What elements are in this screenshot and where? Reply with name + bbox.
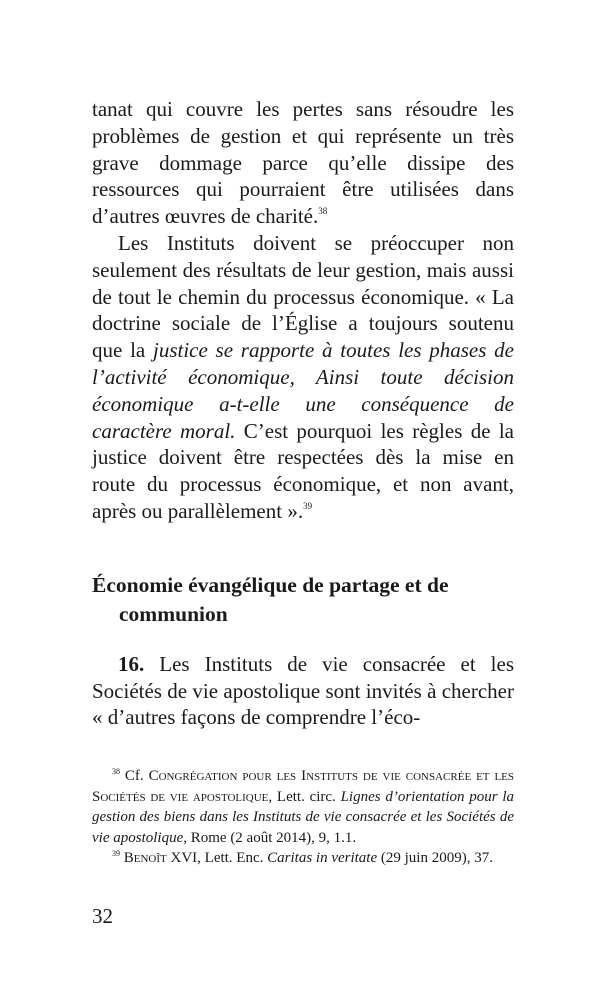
author-smallcaps: Congrégation pour les Instituts de vie consacrée et les Sociétés de vie apostolique: [92, 768, 514, 805]
paragraph-text: C’est pourquoi les règles de la justice doivent être respectées dès la mise en route du processus économique, et non avant, après ou parallèlement ».: [92, 418, 514, 523]
footnotes: [92, 766, 514, 869]
footnote-38: [92, 766, 514, 848]
paragraph-continued: [92, 96, 514, 230]
footnote-text: , Lett. circ.: [268, 788, 341, 805]
paragraph-instituts: [92, 230, 514, 525]
footnote-number: 38: [112, 767, 120, 777]
title-italic: Lignes d’orientation pour la gestion des biens dans les Instituts de vie consacrée et les Sociétés de vie apostolique,: [92, 788, 514, 846]
footnote-ref-38[interactable]: 38: [318, 206, 328, 217]
title-italic: Caritas in veritate: [267, 850, 378, 867]
page-number: 32: [92, 904, 113, 928]
paragraph-text: tanat qui couvre les pertes sans résoudre les problèmes de gestion et qui représente un très grave dommage parce qu’elle dissipe des ressources qui pourraient être utilisées dans d’autres œuvres de charité.: [92, 97, 514, 229]
footnote-text: , Lett. Enc.: [197, 850, 268, 867]
paragraph-text: Les Instituts doivent se préoccuper non seulement des résultats de leur gestion, mais aussi de tout le chemin du processus économique. « La doctrine sociale de l’Église a toujours soutenu que la: [92, 230, 514, 363]
footnote-text: Rome (2 août 2014), 9, 1.1.: [186, 829, 357, 846]
footnote-number: 39: [112, 849, 120, 859]
quote-italic: justice se rapporte à toutes les phases de l’activité économique, Ainsi toute décision économique a-t-elle une conséquence de caractère moral.: [92, 338, 514, 443]
author-smallcaps: Benoît XVI: [123, 850, 198, 867]
footnote-text: Cf.: [124, 768, 149, 785]
footnote-39: [92, 848, 514, 869]
section-heading: Économie évangélique de partage et de communion: [92, 572, 449, 626]
paragraph-16: [92, 651, 514, 731]
footnote-text: (29 juin 2009), 37.: [377, 850, 493, 867]
page-content: [92, 96, 514, 869]
paragraph-text: Les Instituts de vie consacrée et les Sociétés de vie apostolique sont invités à chercher « d’autres façons de comprendre l’éco-: [92, 651, 514, 730]
paragraph-number: 16.: [118, 651, 145, 676]
footnote-ref-39[interactable]: 39: [303, 500, 313, 511]
